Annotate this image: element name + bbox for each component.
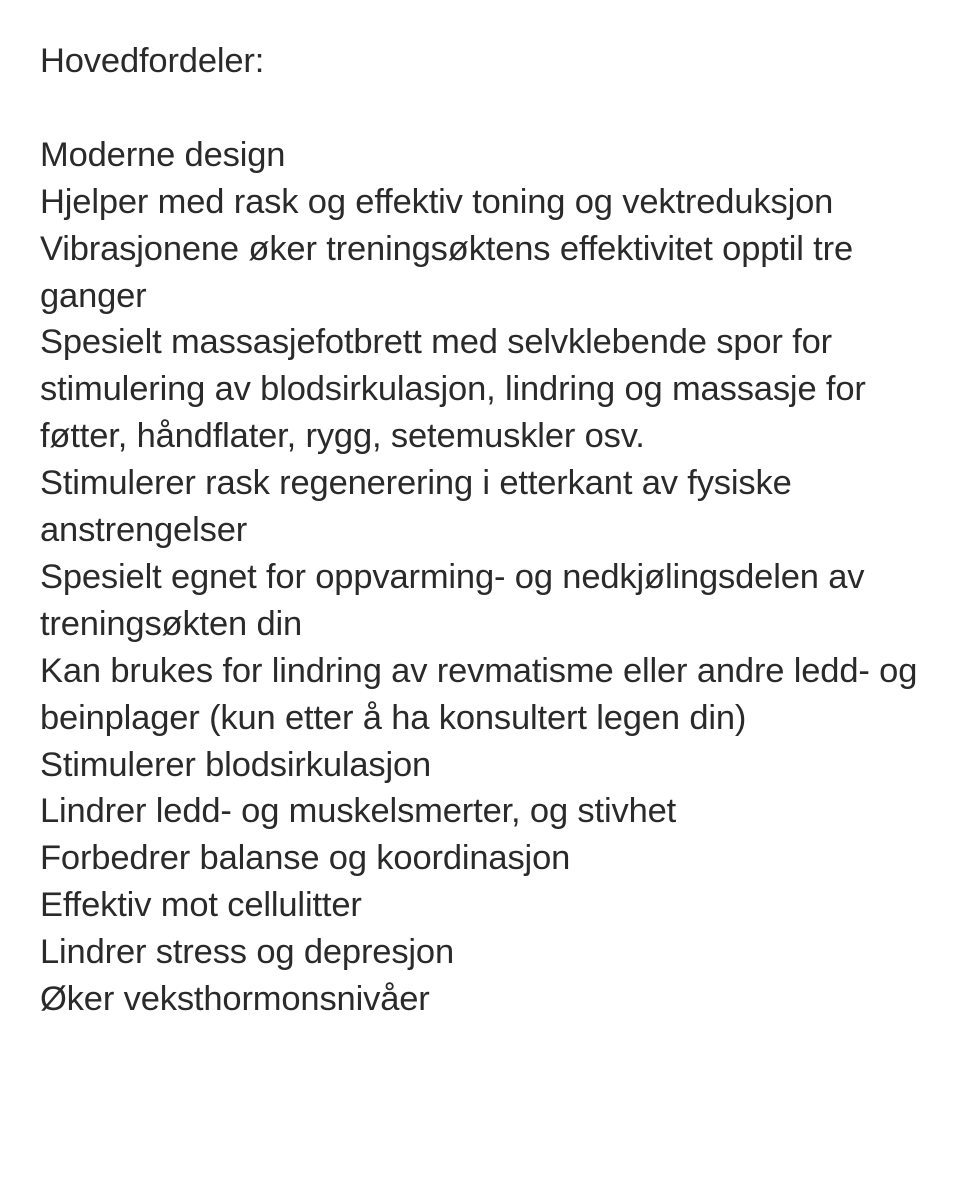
benefit-item: Øker veksthormonsnivåer	[40, 980, 430, 1019]
benefit-item: Spesielt egnet for oppvarming- og nedkjølingsdelen av treningsøkten din	[40, 557, 865, 643]
benefit-item: Stimulerer blodsirkulasjon	[40, 745, 432, 784]
benefit-list	[40, 132, 930, 1023]
benefit-item: Hjelper med rask og effektiv toning og vektreduksjon	[40, 182, 834, 221]
benefit-item: Stimulerer rask regenerering i etterkant av fysiske anstrengelser	[40, 464, 792, 550]
document-heading: Hovedfordeler:	[40, 42, 265, 80]
benefit-item: Lindrer stress og depresjon	[40, 933, 455, 972]
benefit-item: Spesielt massasjefotbrett med selvklebende spor for stimulering av blodsirkulasjon, lindring og massasje for føtter, håndflater, rygg, setemuskler osv.	[40, 323, 866, 456]
benefit-item: Vibrasjonene øker treningsøktens effektivitet opptil tre ganger	[40, 229, 853, 315]
benefit-item: Effektiv mot cellulitter	[40, 886, 362, 925]
blank-line	[40, 85, 930, 132]
benefit-item: Forbedrer balanse og koordinasjon	[40, 839, 571, 878]
benefit-item: Kan brukes for lindring av revmatisme eller andre ledd- og beinplager (kun etter å ha konsultert legen din)	[40, 651, 918, 737]
benefit-item: Moderne design	[40, 135, 286, 174]
benefit-item: Lindrer ledd- og muskelsmerter, og stivhet	[40, 792, 677, 831]
document-body	[40, 38, 930, 1023]
